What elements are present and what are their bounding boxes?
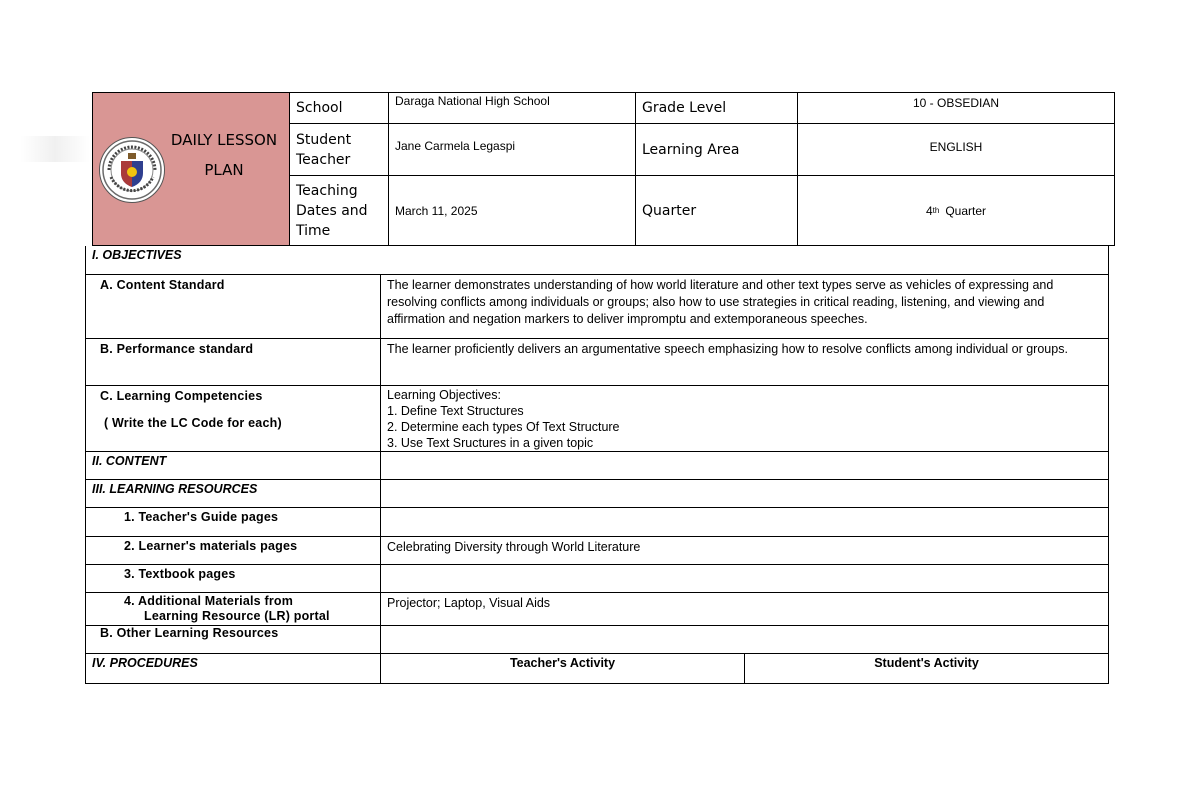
grade-level-label: Grade Level: [636, 93, 798, 124]
learning-resources-value: [381, 480, 1108, 507]
other-resources-value: [381, 626, 1108, 653]
lesson-plan-header: [92, 92, 1115, 246]
quarter-suffix: th: [932, 206, 940, 215]
teachers-guide-label: 1. Teacher's Guide pages: [86, 508, 381, 536]
student-teacher-label-2: Teacher: [296, 151, 351, 168]
school-value: Daraga National High School: [389, 93, 636, 124]
student-activity-header: Student's Activity: [744, 654, 1108, 683]
teacher-activity-header: Teacher's Activity: [509, 656, 616, 670]
performance-standard-value: The learner proficiently delivers an argumentative speech emphasizing how to resolve conflicts among individual or groups.: [387, 342, 1068, 356]
learners-materials-value: Celebrating Diversity through World Literature: [387, 540, 641, 554]
additional-materials-label: [86, 593, 381, 625]
learners-materials-row: [86, 537, 1108, 565]
content-row: [86, 452, 1108, 480]
quarter-label: Quarter: [636, 176, 798, 245]
page-shadow: [20, 136, 90, 162]
other-resources-row: [86, 626, 1108, 654]
quarter-value: [798, 176, 1115, 245]
grade-level-value: 10 - OBSEDIAN: [798, 93, 1115, 124]
teaching-dates-label: [290, 176, 389, 245]
performance-standard-row: [86, 339, 1108, 386]
teaching-dates-label-1: Teaching: [296, 182, 358, 199]
additional-materials-value: Projector; Laptop, Visual Aids: [387, 596, 551, 610]
document-title: [165, 125, 283, 185]
teaching-dates-label-3: Time: [296, 222, 331, 239]
content-standard-value: The learner demonstrates understanding of how world literature and other text types serve as vehicles of expressing and resolving conflicts among individuals or groups; also how to use strategies in critical reading, listening, and viewing and affirmation and negation markers to deliver impromptu and extemporaneous speeches.: [387, 278, 1054, 326]
learning-resources-heading: III. LEARNING RESOURCES: [86, 480, 381, 507]
textbook-label: 3. Textbook pages: [86, 565, 381, 592]
learning-area-label: Learning Area: [636, 124, 798, 176]
textbook-row: [86, 565, 1108, 593]
content-value: [381, 452, 1108, 479]
title-line-2: PLAN: [204, 161, 244, 179]
procedures-heading: IV. PROCEDURES: [86, 654, 381, 683]
title-line-1: DAILY LESSON: [170, 131, 278, 149]
content-standard-row: [86, 275, 1108, 339]
quarter-number: 4: [925, 203, 933, 218]
performance-standard-label: B. Performance standard: [86, 339, 381, 385]
student-teacher-label: [290, 124, 389, 176]
lesson-plan-body: [85, 246, 1109, 684]
learning-competencies-row: [86, 386, 1108, 452]
student-teacher-value: Jane Carmela Legaspi: [389, 124, 636, 176]
textbook-value: [381, 565, 1108, 592]
learning-competencies-list: [381, 386, 1108, 451]
deped-seal-icon: [99, 137, 165, 203]
list-item: Learning Objectives:: [387, 388, 501, 402]
learning-competencies-label: C. Learning Competencies: [100, 389, 263, 403]
procedures-row: [86, 654, 1108, 683]
list-item: 3. Use Text Sructures in a given topic: [387, 436, 594, 450]
school-label: School: [290, 93, 389, 124]
content-heading: II. CONTENT: [86, 452, 381, 479]
teaching-dates-value: March 11, 2025: [389, 176, 636, 245]
lc-code-note: ( Write the LC Code for each): [104, 416, 282, 430]
additional-materials-label-2: Learning Resource (LR) portal: [144, 609, 330, 623]
teaching-dates-label-2: Dates and: [296, 202, 368, 219]
other-resources-label: B. Other Learning Resources: [86, 626, 381, 653]
quarter-word: Quarter: [945, 203, 987, 218]
list-item: 2. Determine each types Of Text Structure: [387, 420, 620, 434]
teachers-guide-value: [381, 508, 1108, 536]
list-item: 1. Define Text Structures: [387, 404, 524, 418]
student-teacher-label-1: Student: [296, 131, 352, 148]
teachers-guide-row: [86, 508, 1108, 537]
learning-area-value: ENGLISH: [798, 124, 1115, 176]
procedures-columns: [381, 654, 1108, 683]
additional-materials-label-1: 4. Additional Materials from: [124, 594, 294, 608]
header-info-grid: [290, 93, 1115, 245]
learners-materials-label: 2. Learner's materials pages: [86, 537, 381, 564]
additional-materials-row: [86, 593, 1108, 626]
learning-competencies-label-cell: [86, 386, 381, 451]
brand-block: [93, 93, 290, 245]
learning-resources-row: [86, 480, 1108, 508]
content-standard-label: A. Content Standard: [86, 275, 381, 338]
objectives-heading: I. OBJECTIVES: [92, 248, 182, 262]
objectives-heading-row: [86, 246, 1108, 275]
